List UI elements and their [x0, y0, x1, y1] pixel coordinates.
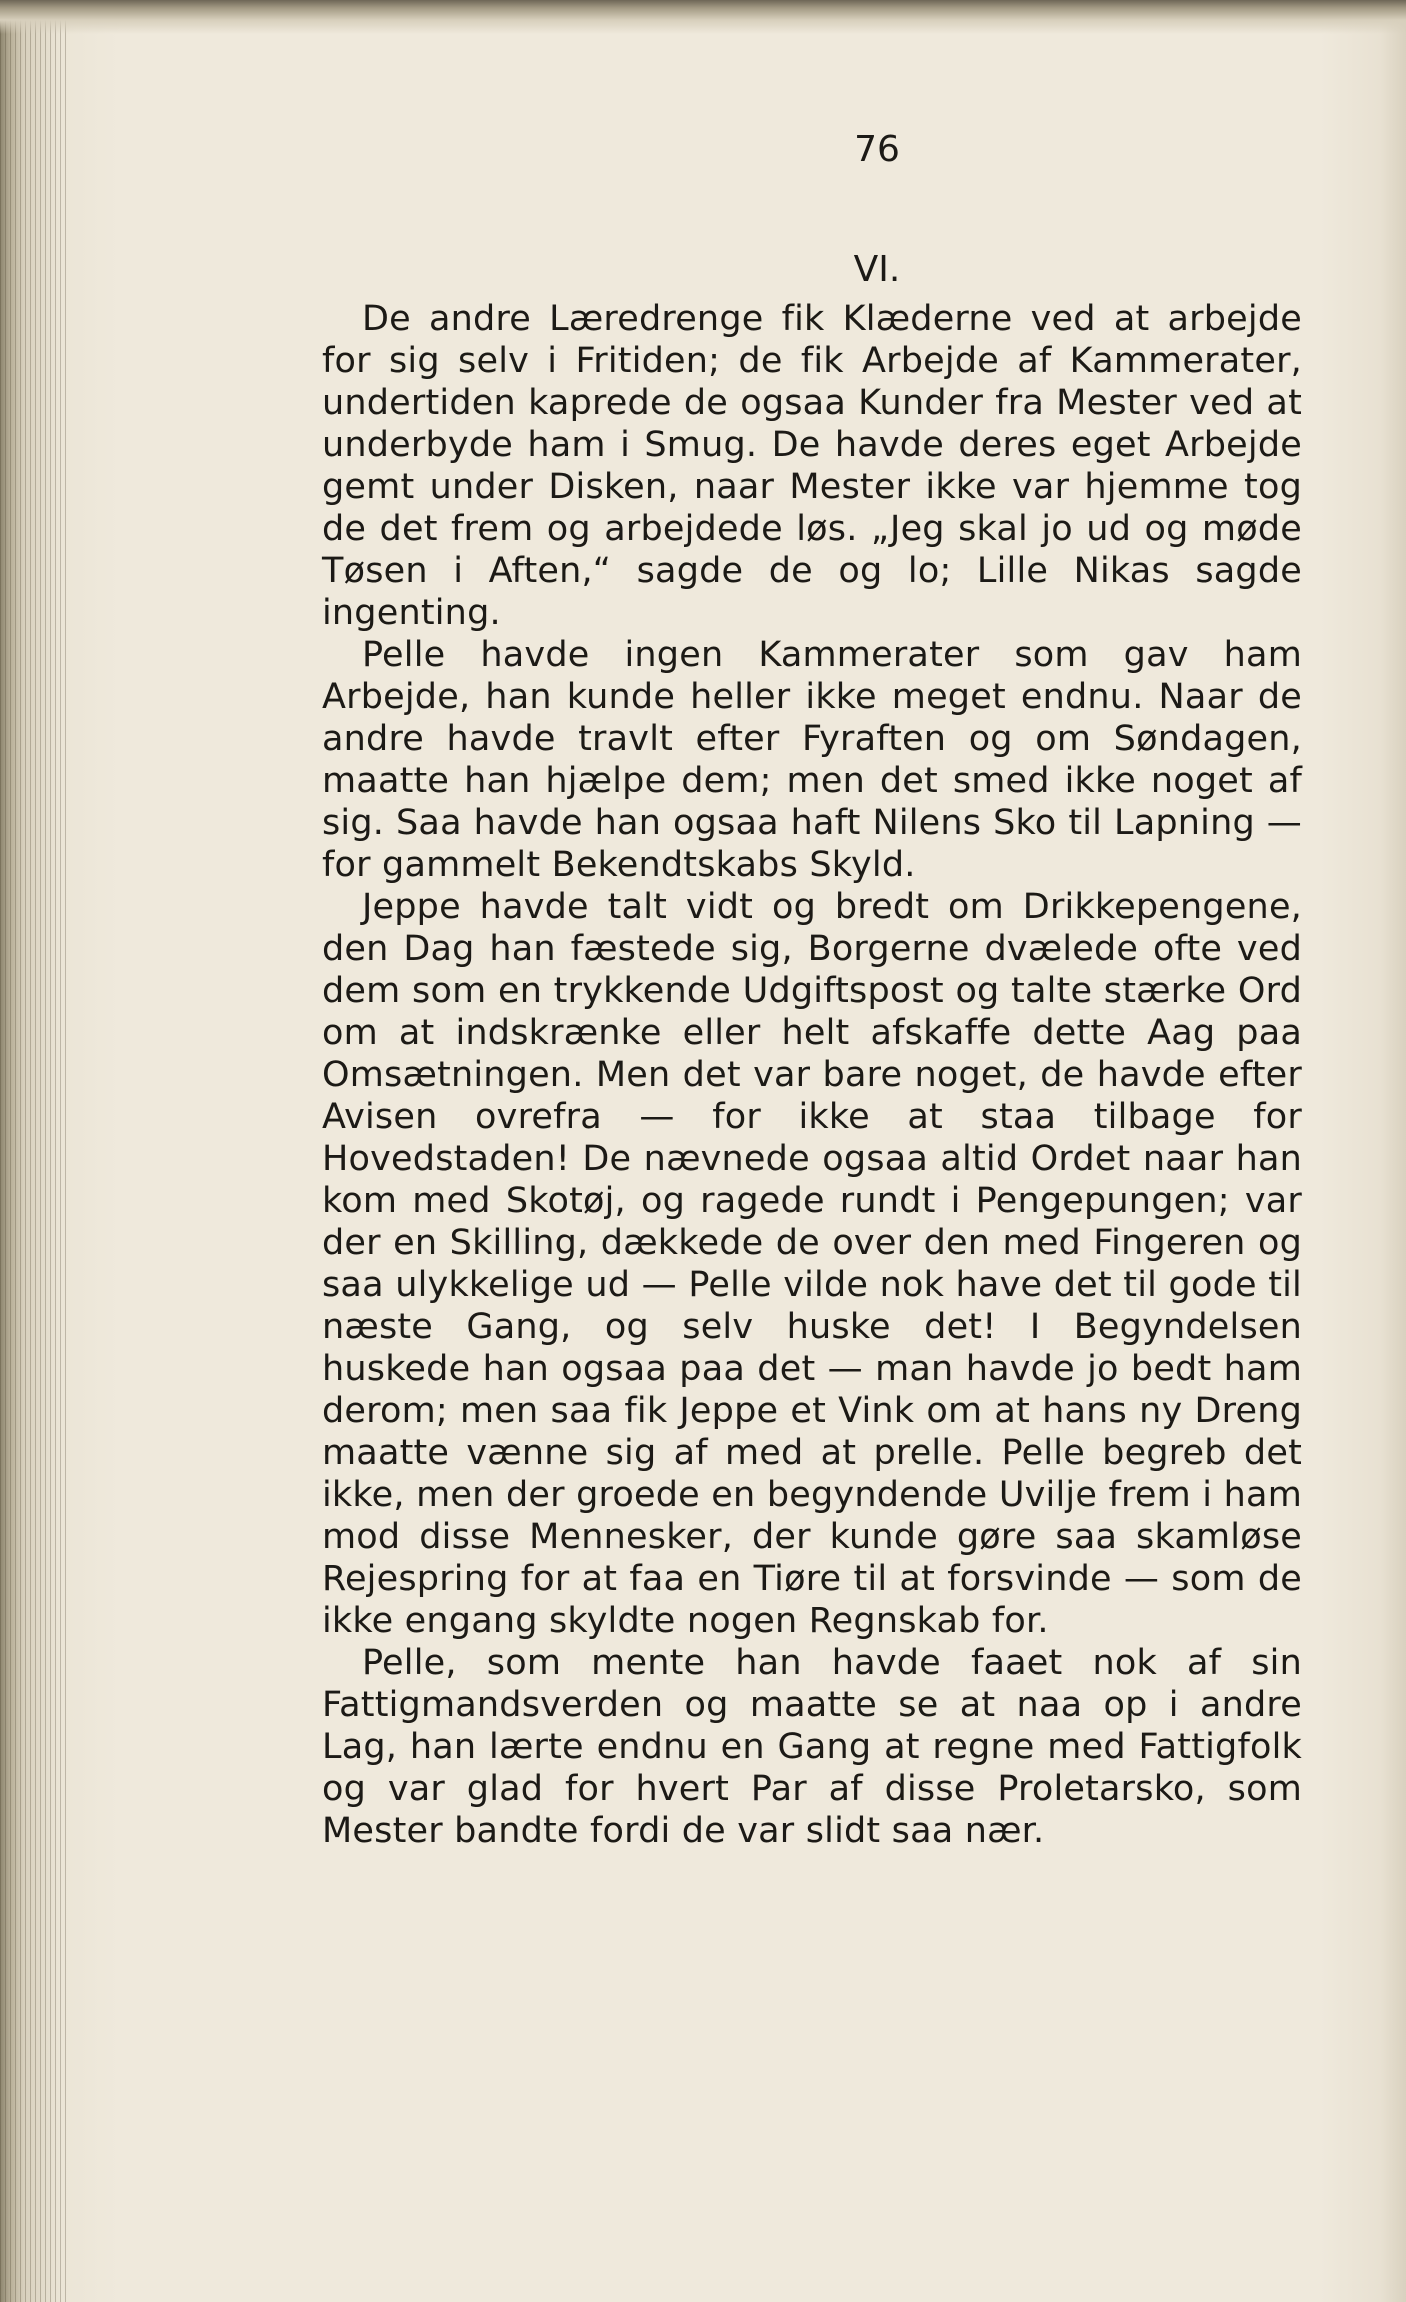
- paragraph: De andre Læredrenge fik Klæderne ved at arbejde for sig selv i Fritiden; de fik Arbejde af Kammerater, undertiden kaprede de ogsaa Kunder fra Mester ved at underbyde ham i Smug. De havde deres eget Arbejde gemt under Disken, naar Mester ikke var hjemme tog de det frem og arbejdede løs. „Jeg skal jo ud og møde Tøsen i Aften,“ sagde de og lo; Lille Nikas sagde ingenting.: [322, 299, 1302, 633]
- paragraph: Pelle havde ingen Kammerater som gav ham Arbejde, han kunde heller ikke meget endnu. Naar de andre havde travlt efter Fyraften og om Søndagen, maatte han hjælpe dem; men det smed ikke noget af sig. Saa havde han ogsaa haft Nilens Sko til Lapning — for gammelt Bekendtskabs Skyld.: [322, 635, 1302, 885]
- paragraph: Pelle, som mente han havde faaet nok af sin Fattigmandsverden og maatte se at naa op i andre Lag, han lærte endnu en Gang at regne med Fattigfolk og var glad for hvert Par af disse Proletarsko, som Mester bandte fordi de var slidt saa nær.: [322, 1643, 1302, 1851]
- page-number: 76: [854, 129, 900, 170]
- book-page-edges: [0, 0, 70, 2302]
- page-content: [322, 130, 1302, 1852]
- top-edge-shadow: [0, 0, 1406, 34]
- paragraph: Jeppe havde talt vidt og bredt om Drikkepengene, den Dag han fæstede sig, Borgerne dvælede ofte ved dem som en trykkende Udgiftspost og talte stærke Ord om at indskrænke eller helt afskaffe dette Aag paa Omsætningen. Men det var bare noget, de havde efter Avisen ovrefra — for ikke at staa tilbage for Hovedstaden! De nævnede ogsaa altid Ordet naar han kom med Skotøj, og ragede rundt i Pengepungen; var der en Skilling, dækkede de over den med Fingeren og saa ulykkelige ud — Pelle vilde nok have det til gode til næste Gang, og selv huske det! I Begyndelsen huskede han ogsaa paa det — man havde jo bedt ham derom; men saa fik Jeppe et Vink om at hans ny Dreng maatte vænne sig af med at prelle. Pelle begreb det ikke, men der groede en begyndende Uvilje frem i ham mod disse Mennesker, der kunde gøre saa skamløse Rejespring for at faa en Tiøre til at forsvinde — som de ikke engang skyldte nogen Regnskab for.: [322, 887, 1302, 1641]
- chapter-heading: VI.: [853, 249, 901, 290]
